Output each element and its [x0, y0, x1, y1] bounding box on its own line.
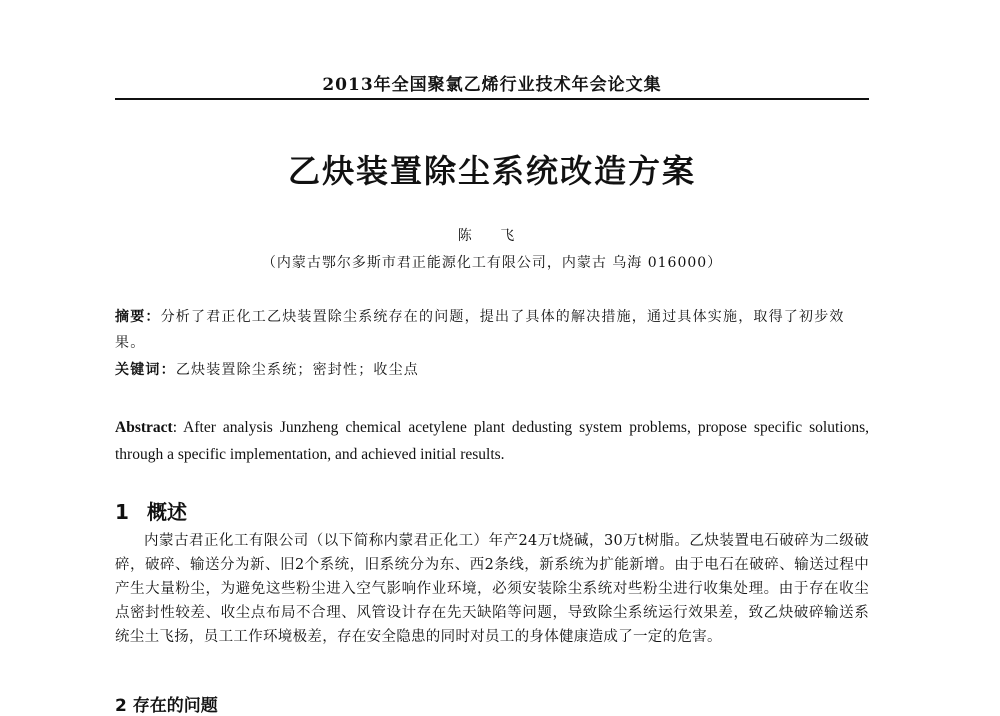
abstract-en — [115, 414, 869, 468]
section-1-heading — [115, 496, 187, 525]
running-header: 2013年全国聚氯乙烯行业技术年会论文集 — [322, 75, 662, 95]
keywords-label: 关键词： — [115, 362, 176, 378]
author-affiliation: （内蒙古鄂尔多斯市君正能源化工有限公司，内蒙古 乌海 016000） — [261, 255, 723, 271]
abstract-cn — [115, 304, 869, 356]
paper-title: 乙炔装置除尘系统改造方案 — [287, 152, 696, 190]
section-1-title: 概述 — [147, 500, 187, 524]
abstract-en-text: : After analysis Junzheng chemical acetylene plant dedusting system problems, propose specific solutions, through a specific implementation, and achieved initial results. — [115, 419, 869, 463]
abstract-cn-text: 分析了君正化工乙炔装置除尘系统存在的问题，提出了具体的解决措施，通过具体实施，取得了初步效果。 — [115, 309, 845, 351]
author-name: 陈 飞 — [457, 228, 527, 244]
keywords — [115, 357, 869, 383]
abstract-en-label: Abstract — [115, 419, 173, 436]
section-2-heading: 2 存在的问题 — [115, 696, 218, 716]
keywords-text: 乙炔装置除尘系统；密封性；收尘点 — [175, 362, 420, 378]
header-rule — [115, 98, 869, 100]
abstract-cn-label: 摘要： — [115, 309, 161, 325]
section-1-body: 内蒙古君正化工有限公司（以下简称内蒙君正化工）年产24万t烧碱，30万t树脂。乙炔装置电石破碎为二级破碎，破碎、输送分为新、旧2个系统，旧系统分为东、西2条线，新系统为扩能新增。由于电石在破碎、输送过程中产生大量粉尘，为避免这些粉尘进入空气影响作业环境，必须安装除尘系统对些粉尘进行收集处理。由于存在收尘点密封性较差、收尘点布局不合理、风管设计存在先天缺陷等问题，导致除尘系统运行效果差，致乙炔破碎输送系统尘土飞扬，员工工作环境极差，存在安全隐患的同时对员工的身体健康造成了一定的危害。 — [115, 533, 869, 645]
section-1-number: 1 — [115, 500, 129, 524]
